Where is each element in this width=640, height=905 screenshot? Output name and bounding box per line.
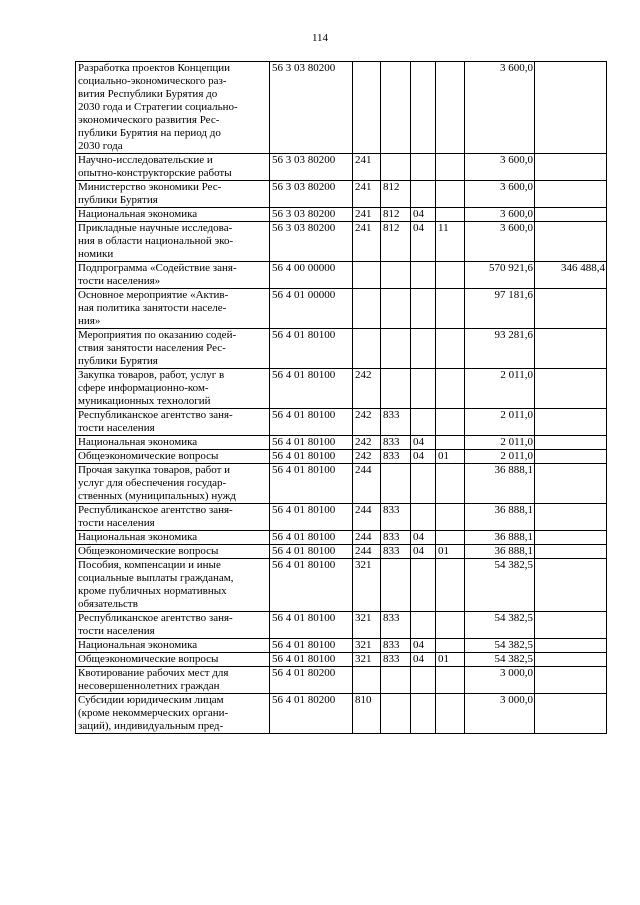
- table-row: [76, 464, 607, 504]
- subsection-cell: 01: [436, 545, 465, 559]
- target-code-cell: 56 4 01 80100: [270, 545, 353, 559]
- subsection-cell: [436, 464, 465, 504]
- amount-cell: 36 888,1: [465, 531, 535, 545]
- subsection-cell: [436, 612, 465, 639]
- item-name-cell: Общеэкономические вопросы: [76, 450, 270, 464]
- expense-type-cell: 241: [353, 154, 381, 181]
- subsection-cell: [436, 639, 465, 653]
- amount-cell: 36 888,1: [465, 545, 535, 559]
- subsection-cell: [436, 262, 465, 289]
- expense-type-cell: 810: [353, 694, 381, 734]
- item-name-cell: Подпрограмма «Содействие заня- тости населения»: [76, 262, 270, 289]
- target-code-cell: 56 4 01 80200: [270, 694, 353, 734]
- amount-federal-cell: [535, 181, 607, 208]
- amount-federal-cell: [535, 653, 607, 667]
- target-code-cell: 56 4 01 80100: [270, 464, 353, 504]
- table-row: [76, 181, 607, 208]
- amount-federal-cell: [535, 329, 607, 369]
- section-cell: 04: [411, 450, 436, 464]
- section-cell: [411, 62, 436, 154]
- administrator-cell: 812: [381, 181, 411, 208]
- amount-federal-cell: [535, 639, 607, 653]
- amount-cell: 54 382,5: [465, 639, 535, 653]
- amount-federal-cell: [535, 369, 607, 409]
- amount-federal-cell: [535, 531, 607, 545]
- expense-type-cell: [353, 289, 381, 329]
- expense-type-cell: 241: [353, 181, 381, 208]
- target-code-cell: 56 4 00 00000: [270, 262, 353, 289]
- administrator-cell: [381, 154, 411, 181]
- subsection-cell: 11: [436, 222, 465, 262]
- amount-cell: 3 600,0: [465, 222, 535, 262]
- expense-type-cell: 242: [353, 436, 381, 450]
- amount-federal-cell: [535, 62, 607, 154]
- expense-type-cell: [353, 262, 381, 289]
- expense-type-cell: 244: [353, 464, 381, 504]
- target-code-cell: 56 4 01 80100: [270, 653, 353, 667]
- section-cell: [411, 262, 436, 289]
- item-name-cell: Общеэкономические вопросы: [76, 545, 270, 559]
- target-code-cell: 56 4 01 80100: [270, 329, 353, 369]
- expense-type-cell: 244: [353, 531, 381, 545]
- item-name-cell: Общеэкономические вопросы: [76, 653, 270, 667]
- subsection-cell: [436, 436, 465, 450]
- table-row: [76, 639, 607, 653]
- item-name-cell: Субсидии юридическим лицам (кроме некоммерческих органи- заций), индивидуальным пред-: [76, 694, 270, 734]
- section-cell: 04: [411, 639, 436, 653]
- section-cell: 04: [411, 653, 436, 667]
- table-row: [76, 62, 607, 154]
- section-cell: [411, 329, 436, 369]
- amount-cell: 2 011,0: [465, 409, 535, 436]
- administrator-cell: [381, 694, 411, 734]
- administrator-cell: 833: [381, 639, 411, 653]
- amount-cell: 3 600,0: [465, 181, 535, 208]
- amount-federal-cell: 346 488,4: [535, 262, 607, 289]
- target-code-cell: 56 3 03 80200: [270, 154, 353, 181]
- item-name-cell: Национальная экономика: [76, 436, 270, 450]
- expense-type-cell: [353, 62, 381, 154]
- item-name-cell: Республиканское агентство заня- тости населения: [76, 409, 270, 436]
- section-cell: [411, 369, 436, 409]
- table-row: [76, 436, 607, 450]
- item-name-cell: Разработка проектов Концепции социально-экономического раз- вития Республики Бурятия до 2030 года и Стратегии социально- экономического развития Рес- публики Бурятия на период до 2030 года: [76, 62, 270, 154]
- budget-table: [75, 61, 607, 734]
- administrator-cell: 833: [381, 653, 411, 667]
- subsection-cell: [436, 289, 465, 329]
- amount-cell: 93 281,6: [465, 329, 535, 369]
- expense-type-cell: 321: [353, 653, 381, 667]
- item-name-cell: Министерство экономики Рес- публики Бурятия: [76, 181, 270, 208]
- amount-cell: 3 600,0: [465, 62, 535, 154]
- amount-federal-cell: [535, 545, 607, 559]
- amount-cell: 54 382,5: [465, 653, 535, 667]
- expense-type-cell: 241: [353, 222, 381, 262]
- item-name-cell: Основное мероприятие «Актив- ная политика занятости населе- ния»: [76, 289, 270, 329]
- section-cell: 04: [411, 436, 436, 450]
- subsection-cell: [436, 208, 465, 222]
- amount-federal-cell: [535, 436, 607, 450]
- expense-type-cell: 242: [353, 450, 381, 464]
- expense-type-cell: 242: [353, 409, 381, 436]
- item-name-cell: Прикладные научные исследова- ния в области национальной эко- номики: [76, 222, 270, 262]
- table-row: [76, 208, 607, 222]
- table-row: [76, 531, 607, 545]
- section-cell: [411, 612, 436, 639]
- amount-cell: 36 888,1: [465, 504, 535, 531]
- table-row: [76, 694, 607, 734]
- section-cell: 04: [411, 531, 436, 545]
- amount-federal-cell: [535, 667, 607, 694]
- subsection-cell: [436, 559, 465, 612]
- target-code-cell: 56 4 01 80100: [270, 612, 353, 639]
- subsection-cell: 01: [436, 653, 465, 667]
- item-name-cell: Национальная экономика: [76, 531, 270, 545]
- amount-federal-cell: [535, 222, 607, 262]
- target-code-cell: 56 4 01 80100: [270, 450, 353, 464]
- administrator-cell: [381, 559, 411, 612]
- section-cell: [411, 289, 436, 329]
- amount-federal-cell: [535, 208, 607, 222]
- expense-type-cell: 241: [353, 208, 381, 222]
- target-code-cell: 56 4 01 80100: [270, 559, 353, 612]
- administrator-cell: [381, 369, 411, 409]
- item-name-cell: Мероприятия по оказанию содей- ствия занятости населения Рес- публики Бурятия: [76, 329, 270, 369]
- administrator-cell: [381, 262, 411, 289]
- amount-cell: 2 011,0: [465, 436, 535, 450]
- administrator-cell: [381, 464, 411, 504]
- administrator-cell: 833: [381, 531, 411, 545]
- page-number: 114: [311, 32, 329, 44]
- section-cell: [411, 504, 436, 531]
- amount-cell: 570 921,6: [465, 262, 535, 289]
- table-row: [76, 369, 607, 409]
- item-name-cell: Пособия, компенсации и иные социальные выплаты гражданам, кроме публичных нормативных обязательств: [76, 559, 270, 612]
- amount-federal-cell: [535, 694, 607, 734]
- section-cell: [411, 694, 436, 734]
- subsection-cell: [436, 329, 465, 369]
- section-cell: [411, 464, 436, 504]
- target-code-cell: 56 4 01 80100: [270, 531, 353, 545]
- target-code-cell: 56 3 03 80200: [270, 181, 353, 208]
- table-row: [76, 222, 607, 262]
- amount-federal-cell: [535, 612, 607, 639]
- table-row: [76, 289, 607, 329]
- administrator-cell: [381, 667, 411, 694]
- amount-cell: 97 181,6: [465, 289, 535, 329]
- table-body: [76, 62, 607, 734]
- subsection-cell: [436, 667, 465, 694]
- amount-cell: 36 888,1: [465, 464, 535, 504]
- subsection-cell: [436, 62, 465, 154]
- subsection-cell: [436, 531, 465, 545]
- administrator-cell: 833: [381, 409, 411, 436]
- subsection-cell: 01: [436, 450, 465, 464]
- administrator-cell: [381, 62, 411, 154]
- administrator-cell: [381, 329, 411, 369]
- item-name-cell: Национальная экономика: [76, 208, 270, 222]
- amount-federal-cell: [535, 154, 607, 181]
- subsection-cell: [436, 694, 465, 734]
- table-row: [76, 154, 607, 181]
- administrator-cell: 812: [381, 208, 411, 222]
- target-code-cell: 56 3 03 80200: [270, 222, 353, 262]
- expense-type-cell: 321: [353, 639, 381, 653]
- subsection-cell: [436, 181, 465, 208]
- target-code-cell: 56 3 03 80200: [270, 208, 353, 222]
- item-name-cell: Закупка товаров, работ, услуг в сфере информационно-ком- муникационных технологий: [76, 369, 270, 409]
- administrator-cell: 833: [381, 612, 411, 639]
- expense-type-cell: [353, 329, 381, 369]
- section-cell: [411, 409, 436, 436]
- amount-federal-cell: [535, 409, 607, 436]
- table-row: [76, 450, 607, 464]
- amount-federal-cell: [535, 504, 607, 531]
- amount-federal-cell: [535, 559, 607, 612]
- target-code-cell: 56 4 01 80200: [270, 667, 353, 694]
- table-row: [76, 667, 607, 694]
- table-row: [76, 653, 607, 667]
- administrator-cell: 833: [381, 545, 411, 559]
- section-cell: [411, 154, 436, 181]
- table-row: [76, 559, 607, 612]
- amount-cell: 3 000,0: [465, 667, 535, 694]
- item-name-cell: Прочая закупка товаров, работ и услуг для обеспечения государ- ственных (муниципальных) нужд: [76, 464, 270, 504]
- administrator-cell: 812: [381, 222, 411, 262]
- amount-cell: 2 011,0: [465, 369, 535, 409]
- amount-cell: 3 600,0: [465, 154, 535, 181]
- amount-federal-cell: [535, 450, 607, 464]
- section-cell: 04: [411, 545, 436, 559]
- item-name-cell: Научно-исследовательские и опытно-конструкторские работы: [76, 154, 270, 181]
- section-cell: [411, 559, 436, 612]
- item-name-cell: Национальная экономика: [76, 639, 270, 653]
- amount-cell: 3 600,0: [465, 208, 535, 222]
- target-code-cell: 56 4 01 00000: [270, 289, 353, 329]
- amount-cell: 54 382,5: [465, 559, 535, 612]
- subsection-cell: [436, 369, 465, 409]
- item-name-cell: Республиканское агентство заня- тости населения: [76, 612, 270, 639]
- table-row: [76, 545, 607, 559]
- target-code-cell: 56 4 01 80100: [270, 436, 353, 450]
- administrator-cell: 833: [381, 450, 411, 464]
- subsection-cell: [436, 504, 465, 531]
- target-code-cell: 56 4 01 80100: [270, 409, 353, 436]
- table-row: [76, 262, 607, 289]
- amount-federal-cell: [535, 289, 607, 329]
- expense-type-cell: 321: [353, 559, 381, 612]
- amount-federal-cell: [535, 464, 607, 504]
- section-cell: [411, 181, 436, 208]
- subsection-cell: [436, 154, 465, 181]
- table-row: [76, 504, 607, 531]
- target-code-cell: 56 4 01 80100: [270, 504, 353, 531]
- amount-cell: 2 011,0: [465, 450, 535, 464]
- expense-type-cell: 242: [353, 369, 381, 409]
- target-code-cell: 56 3 03 80200: [270, 62, 353, 154]
- section-cell: 04: [411, 222, 436, 262]
- item-name-cell: Квотирование рабочих мест для несовершеннолетних граждан: [76, 667, 270, 694]
- amount-cell: 3 000,0: [465, 694, 535, 734]
- expense-type-cell: 244: [353, 504, 381, 531]
- item-name-cell: Республиканское агентство заня- тости населения: [76, 504, 270, 531]
- table-row: [76, 329, 607, 369]
- table-row: [76, 612, 607, 639]
- administrator-cell: 833: [381, 504, 411, 531]
- administrator-cell: [381, 289, 411, 329]
- expense-type-cell: 321: [353, 612, 381, 639]
- target-code-cell: 56 4 01 80100: [270, 369, 353, 409]
- section-cell: [411, 667, 436, 694]
- target-code-cell: 56 4 01 80100: [270, 639, 353, 653]
- administrator-cell: 833: [381, 436, 411, 450]
- subsection-cell: [436, 409, 465, 436]
- table-row: [76, 409, 607, 436]
- expense-type-cell: 244: [353, 545, 381, 559]
- amount-cell: 54 382,5: [465, 612, 535, 639]
- section-cell: 04: [411, 208, 436, 222]
- expense-type-cell: [353, 667, 381, 694]
